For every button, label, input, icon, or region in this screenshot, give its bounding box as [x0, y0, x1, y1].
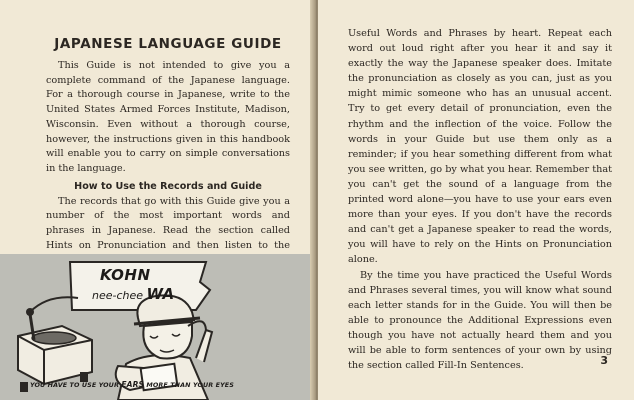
page-number: 3 — [600, 354, 608, 367]
speech-bubble-word: KOHN — [100, 266, 151, 284]
right-paragraph-2: By the time you have practiced the Useful Words and Phrases several times, you will know what sound each letter stands for in the Guide. You will then be able to pronounce the Additional Expressions even though you have not actually heard them and you will be able to form sentences of your own by using the section called Fill-In Sentences. — [348, 269, 612, 372]
right-page — [318, 0, 634, 400]
caption-part-1: YOU HAVE TO USE YOUR — [30, 381, 122, 389]
caption-emphasis: EARS — [121, 380, 145, 389]
intro-paragraph: This Guide is not intended to give you a complete command of the Japanese language. For a thorough course in Japanese, write to the United States Armed Forces Institute, Madison, Wisconsin. Even without a thorough course, however, the instructions given in this handbook will enable you to carry on simple conversations in the language. — [46, 60, 290, 174]
soldier-listening-illustration — [0, 254, 314, 400]
speech-bubble-syllables: nee-chee — [92, 289, 144, 302]
records-paragraph: The records that go with this Guide give you a number of the most important words and phrases in Japanese. Read the section called Hints on Pronunciation and then listen to the — [46, 195, 290, 251]
illustration-panel — [0, 254, 314, 400]
phonograph-icon — [18, 297, 92, 392]
speech-bubble-phrase — [92, 285, 174, 303]
page-title: JAPANESE LANGUAGE GUIDE — [54, 36, 282, 52]
speech-bubble-stressed: WA — [146, 285, 175, 303]
illustration-caption — [0, 380, 314, 389]
caption-part-2: MORE THAN YOUR EYES — [144, 381, 234, 389]
right-paragraph-1: Useful Words and Phrases by heart. Repeat each word out loud right after you hear it and say it exactly the way the Japanese speaker does. Imitate the pronunciation as closely as you can, just as you might mimic someone who has an unusual accent. Try to get every detail of pronunciation, even the rhythm and the inflection of the voice. Follow the words in your Guide but use them only as a reminder; if you hear something different from what you see written, go by what you hear. Remember that you can't get the sound of a language from the printed word alone—you have to use your ears even more than your eyes. If you don't have the records and can't get a Japanese speaker to read the words, you will have to rely on the Hints on Pronunciation alone. — [348, 28, 612, 266]
section-subheading: How to Use the Records and Guide — [74, 180, 262, 192]
